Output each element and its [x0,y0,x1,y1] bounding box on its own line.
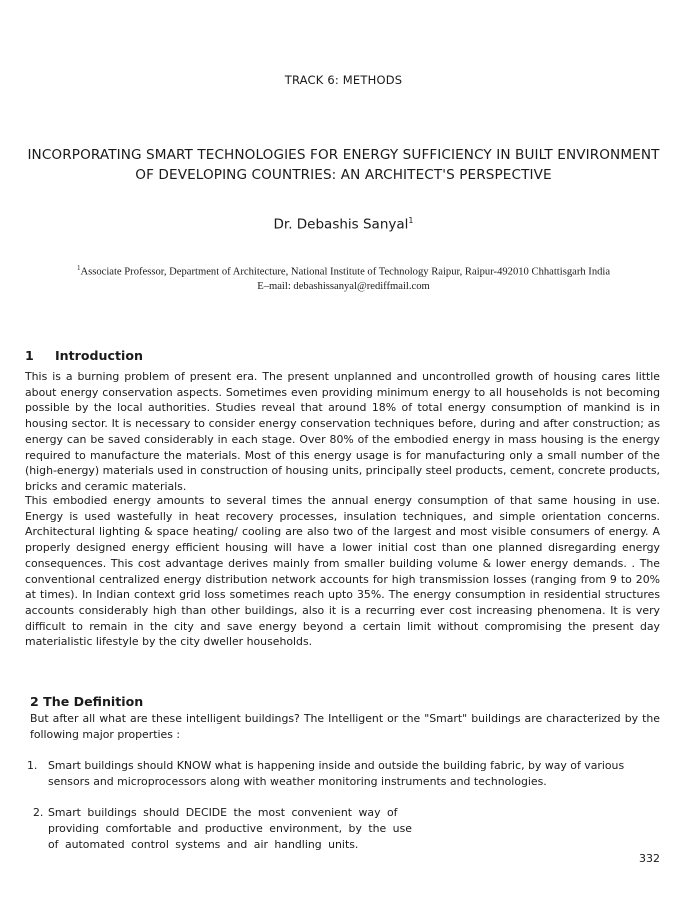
author-name [0,216,687,233]
author-marker: 1 [408,216,414,225]
section-title: Introduction [55,348,143,363]
track-label: TRACK 6: METHODS [284,73,403,87]
definition-intro-paragraph: But after all what are these intelligent buildings? The Intelligent or the "Smart" buildings are characterized by the following major properties : [30,712,660,741]
paper-title: INCORPORATING SMART TECHNOLOGIES FOR ENERGY SUFFICIENCY IN BUILT ENVIRONMENT OF DEVELOPING COUNTRIES: AN ARCHITECT'S PERSPECTIVE [27,147,660,183]
intro-paragraph-1: This is a burning problem of present era. The present unplanned and uncontrolled growth of housing cares little about energy conservation aspects. Sometimes even providing minimum energy to all households is not becoming possible by the local authorities. Studies reveal that around 18% of total energy consumption of mankind is in housing sector. It is necessary to consider energy conservation techniques before, during and after construction; as energy can be saved considerably in each stage. Over 80% of the embodied energy in mass housing is the energy required to manufacture the materials. Most of this energy usage is for manufacturing only a small number of the (high-energy) materials used in construction of housing units, principally steel products, cement, concrete products, bricks and ceramic materials. [25,370,660,493]
affiliation-text: Associate Professor, Department of Architecture, National Institute of Technology Raipur, Raipur-492010 Chhattisgarh India [80,266,611,278]
list-item-text: Smart buildings should DECIDE the most convenient way of providing comfortable and productive environment, by the use of automated control systems and air handling units. [48,806,412,851]
author-name-text: Dr. Debashis Sanyal [273,216,409,233]
list-item-number: 2. [33,806,44,819]
list-item [27,758,660,790]
section-heading-introduction [25,348,143,363]
section-number: 1 [25,348,34,363]
list-item [33,805,413,853]
affiliation-line [0,261,687,280]
affiliation-block [0,261,687,294]
email-line: E–mail: debashissanyal@rediffmail.com [257,280,430,292]
list-item-text: Smart buildings should KNOW what is happening inside and outside the building fabric, by way of various sensors and microprocessors along with weather monitoring instruments and technologies. [48,759,625,788]
list-item-number: 1. [27,759,38,772]
section-heading-definition: 2 The Definition [30,694,144,709]
affiliation-marker: 1 [76,264,81,272]
intro-paragraph-2: This embodied energy amounts to several times the annual energy consumption of that same housing in use. Energy is used wastefully in heat recovery processes, insulation techniques, and simple orientation concerns. Architectural lighting & space heating/ cooling are also two of the largest and most visible consumers of energy. A properly designed energy efficient housing will have a lower initial cost than one planned disregarding energy consequences. This cost advantage derives mainly from smaller building volume & lower energy demands. . The conventional centralized energy distribution network accounts for high transmission losses (ranging from 9 to 20% at times). In Indian context grid loss sometimes reach upto 35%. The energy consumption in residential structures accounts considerably high than other buildings, also it is a recurring ever cost increasing phenomena. It is very difficult to remain in the city and save energy beyond a certain limit without compromising the present day materialistic lifestyle by the city dweller households. [25,494,660,649]
page-number: 332 [639,852,660,865]
